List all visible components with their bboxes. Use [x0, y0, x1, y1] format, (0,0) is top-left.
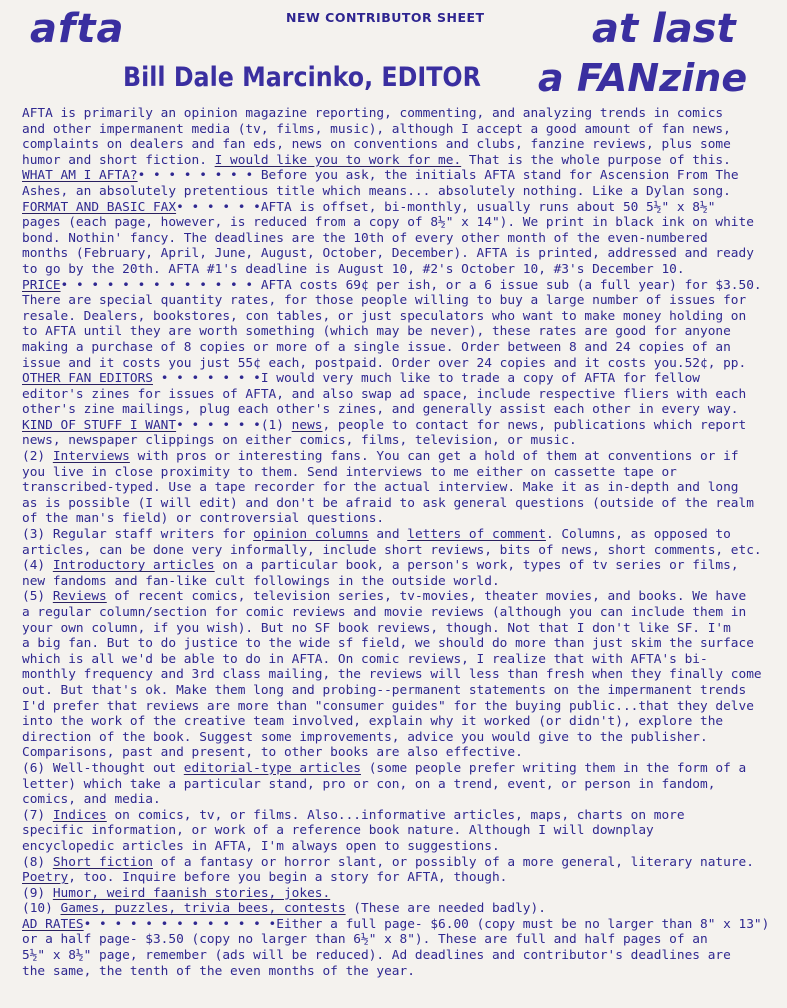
text-segment: AFTA is primarily an opinion magazine reporting, commenting, and analyzing trends in comics	[22, 106, 724, 121]
text-segment: I'd prefer that reviews are more than "consumer guides" for the buying public...that they delve	[22, 698, 754, 714]
text-segment: (8)	[22, 854, 53, 870]
text-line	[22, 714, 784, 730]
text-line	[22, 745, 784, 761]
text-segment: 5½" x 8½" page, remember (ads will be reduced). Ad deadlines and contributor's deadlines are	[22, 948, 731, 964]
text-segment: months (February, April, June, August, October, December). AFTA is printed, addressed and ready	[22, 246, 754, 262]
at-last-title: at last	[592, 6, 736, 52]
text-segment: That is the whole purpose of this.	[461, 152, 731, 168]
text-segment: you live in close proximity to them. Send interviews to me either on cassette tape or	[22, 464, 677, 480]
text-segment: articles, can be done very informally, include short reviews, bits of news, short comments, etc.	[22, 542, 762, 558]
text-line	[22, 839, 784, 855]
text-segment: • • • • • • • • Before you ask, the initials AFTA stand for Ascension From The	[137, 168, 739, 184]
underlined-heading: news	[291, 417, 323, 433]
text-segment: letter) which take a particular stand, pro or con, on a trend, event, or person in fandom,	[22, 776, 716, 792]
text-segment: to AFTA until they are worth something (which may be never), these rates are good for anyone	[22, 324, 731, 340]
text-segment: • • • • • • •I would very much like to trade a copy of AFTA for fellow	[152, 371, 700, 387]
text-segment: pages (each page, however, is reduced from a copy of 8½" x 14"). We print in black ink on white	[22, 215, 754, 231]
underlined-heading: editorial-type articles	[183, 760, 361, 776]
text-line	[22, 855, 784, 871]
underlined-heading: WHAT AM I AFTA?	[22, 168, 138, 184]
text-segment: of recent comics, television series, tv-movies, theater movies, and books. We have	[106, 589, 747, 605]
underlined-heading: Interviews	[52, 449, 130, 465]
text-line	[22, 480, 784, 496]
text-segment: humor and short fiction.	[22, 152, 215, 168]
text-line	[22, 652, 784, 668]
text-line	[22, 667, 784, 683]
text-line	[22, 543, 784, 559]
text-segment: . Columns, as opposed to	[545, 527, 731, 543]
text-line	[22, 621, 784, 637]
text-segment: on a particular book, a person's work, types of tv series or films,	[214, 558, 739, 574]
text-segment: new fandoms and fan-like cult followings in the outside world.	[22, 573, 500, 589]
text-line	[22, 496, 784, 512]
text-line	[22, 792, 784, 808]
text-line	[22, 574, 784, 590]
afta-logo-title: afta	[30, 6, 125, 52]
text-segment: • • • • • • • • • • • • • AFTA costs 69¢ per ish, or a 6 issue sub (a full year) for $3.50.	[60, 277, 762, 293]
editor-byline: Bill Dale Marcinko, EDITOR	[123, 62, 481, 93]
text-segment: (9)	[22, 885, 53, 901]
underlined-heading: opinion columns	[253, 527, 369, 543]
text-segment: with pros or interesting fans. You can get a hold of them at conventions or if	[129, 449, 739, 465]
text-segment: or a half page- $3.50 (copy no larger than 6½" x 8"). These are full and half pages of an	[22, 932, 708, 948]
text-line	[22, 387, 784, 403]
text-segment: monthly frequency and 3rd class mailing, the reviews will less than fresh when they finally come	[22, 667, 762, 683]
text-segment: Ashes, an absolutely pretentious title which means... absolutely nothing. Like a Dylan song.	[22, 183, 731, 199]
text-segment: complaints on dealers and fan eds, news on conventions and clubs, fanzine reviews, plus some	[22, 137, 731, 153]
text-segment: as is possible (I will edit) and don't be afraid to ask general questions (outside of the realm	[22, 495, 754, 511]
text-line	[22, 901, 784, 917]
text-line	[22, 231, 784, 247]
underlined-heading: I would like you to work for me.	[214, 152, 462, 168]
text-line	[22, 449, 784, 465]
underlined-heading: Humor, weird faanish stories, jokes.	[52, 885, 331, 901]
text-line	[22, 122, 784, 138]
sheet-heading: NEW CONTRIBUTOR SHEET	[286, 10, 485, 25]
text-line	[22, 137, 784, 153]
underlined-heading: KIND OF STUFF I WANT	[22, 417, 177, 433]
text-line	[22, 356, 784, 372]
text-segment: , people to contact for news, publications which report	[322, 417, 747, 433]
text-segment: bond. Nothin' fancy. The deadlines are the 10th of every other month of the even-numbered	[22, 230, 708, 246]
text-segment: encyclopedic articles in AFTA, I'm always open to suggestions.	[22, 838, 500, 854]
text-line	[22, 262, 784, 278]
text-line	[22, 808, 784, 824]
text-line	[22, 200, 784, 216]
text-line	[22, 418, 784, 434]
text-segment: out. But that's ok. Make them long and probing--permanent statements on the impermanent trends	[22, 682, 747, 698]
text-segment: issue and it costs you just 55¢ each, postpaid. Order over 24 copies and it costs you.52¢, pp.	[22, 355, 747, 371]
text-line	[22, 886, 784, 902]
text-line	[22, 932, 784, 948]
text-segment: on comics, tv, or films. Also...informative articles, maps, charts on more	[106, 807, 685, 823]
text-line	[22, 168, 784, 184]
text-line	[22, 106, 784, 122]
text-line	[22, 402, 784, 418]
underlined-heading: Games, puzzles, trivia bees, contests	[60, 901, 346, 917]
text-line	[22, 511, 784, 527]
text-segment: your own column, if you wish). But no SF book reviews, though. Not that I don't like SF. I'm	[22, 620, 731, 636]
text-line	[22, 340, 784, 356]
text-segment: of the man's field) or controversial questions.	[22, 511, 385, 527]
text-line	[22, 558, 784, 574]
text-segment: comics, and media.	[22, 792, 161, 808]
text-line	[22, 870, 784, 886]
text-line	[22, 761, 784, 777]
text-segment: the same, the tenth of the even months of the year.	[22, 963, 415, 979]
text-segment: (4)	[22, 558, 53, 574]
text-segment: news, newspaper clippings on either comics, films, television, or music.	[22, 433, 577, 449]
text-line	[22, 589, 784, 605]
text-segment: transcribed-typed. Use a tape recorder for the actual interview. Make it as in-depth and long	[22, 480, 739, 496]
text-line	[22, 730, 784, 746]
underlined-heading: Introductory articles	[52, 558, 215, 574]
text-segment: (2)	[22, 449, 53, 465]
text-segment: • • • • • •AFTA is offset, bi-monthly, usually runs about 50 5½" x 8½"	[176, 199, 716, 215]
text-line	[22, 948, 784, 964]
text-segment: into the work of the creative team involved, explain why it worked (or didn't), explore the	[22, 714, 724, 730]
text-line	[22, 309, 784, 325]
text-segment: to go by the 20th. AFTA #1's deadline is August 10, #2's October 10, #3's December 10.	[22, 261, 685, 277]
underlined-heading: letters of comment	[407, 527, 546, 543]
text-line	[22, 917, 784, 933]
text-line	[22, 293, 784, 309]
text-segment: There are special quantity rates, for those people willing to buy a large number of issues for	[22, 293, 747, 309]
text-line	[22, 636, 784, 652]
text-segment: resale. Dealers, bookstores, con tables, or just speculators who want to make money holding on	[22, 308, 747, 324]
text-segment: a regular column/section for comic reviews and movie reviews (although you can include them in	[22, 605, 747, 620]
text-segment: editor's zines for issues of AFTA, and also swap ad space, include respective fliers with each	[22, 386, 747, 402]
underlined-heading: Short fiction	[52, 854, 153, 870]
text-line	[22, 964, 784, 980]
text-segment: (3) Regular staff writers for	[22, 527, 254, 543]
text-line	[22, 605, 784, 621]
text-segment: other's zine mailings, plug each other's zines, and generally assist each other in every way.	[22, 402, 739, 418]
text-segment: (some people prefer writing them in the form of a	[361, 760, 747, 776]
text-segment: (These are needed badly).	[345, 901, 546, 917]
text-segment: specific information, or work of a reference book nature. Although I will downplay	[22, 823, 654, 839]
text-line	[22, 184, 784, 200]
text-segment: of a fantasy or horror slant, or possibly of a more general, literary nature.	[153, 854, 754, 870]
text-segment: Comparisons, past and present, to other books are also effective.	[22, 745, 523, 761]
text-segment: (7)	[22, 807, 53, 823]
text-segment: (10)	[22, 901, 61, 917]
text-line	[22, 683, 784, 699]
underlined-heading: Reviews	[52, 589, 107, 605]
text-segment: , too. Inquire before you begin a story for AFTA, though.	[68, 870, 508, 886]
text-segment: direction of the book. Suggest some improvements, advice you would give to the publisher.	[22, 729, 708, 745]
text-segment: (5)	[22, 589, 53, 605]
text-line	[22, 699, 784, 715]
text-line	[22, 823, 784, 839]
text-segment: and	[368, 527, 408, 543]
text-line	[22, 215, 784, 231]
body-text	[22, 106, 784, 979]
text-segment: and other impermanent media (tv, films, music), although I accept a good amount of fan news,	[22, 121, 731, 137]
underlined-heading: AD RATES	[22, 916, 84, 932]
text-line	[22, 433, 784, 449]
text-line	[22, 465, 784, 481]
text-segment: (6) Well-thought out	[22, 760, 184, 776]
text-segment: • • • • • •(1)	[176, 417, 292, 433]
underlined-heading: OTHER FAN EDITORS	[22, 371, 153, 387]
text-line	[22, 527, 784, 543]
underlined-heading: Indices	[52, 807, 107, 823]
text-segment: making a purchase of 8 copies or more of a single issue. Order between 8 and 24 copies of an	[22, 339, 731, 355]
text-segment: • • • • • • • • • • • • •Either a full page- $6.00 (copy must be no larger than 8" x 13")	[83, 916, 770, 932]
text-line	[22, 246, 784, 262]
fanzine-tagline: a FANzine	[538, 56, 748, 100]
text-segment: which is all we'd be able to do in AFTA. On comic reviews, I realize that with AFTA's bi-	[22, 651, 708, 667]
text-line	[22, 777, 784, 793]
underlined-heading: Poetry	[22, 870, 69, 886]
text-line	[22, 324, 784, 340]
text-segment: a big fan. But to do justice to the wide sf field, we should do more than just skim the surface	[22, 636, 754, 652]
text-line	[22, 153, 784, 169]
underlined-heading: PRICE	[22, 277, 61, 293]
underlined-heading: FORMAT AND BASIC FAX	[22, 199, 177, 215]
text-line	[22, 371, 784, 387]
text-line	[22, 278, 784, 294]
